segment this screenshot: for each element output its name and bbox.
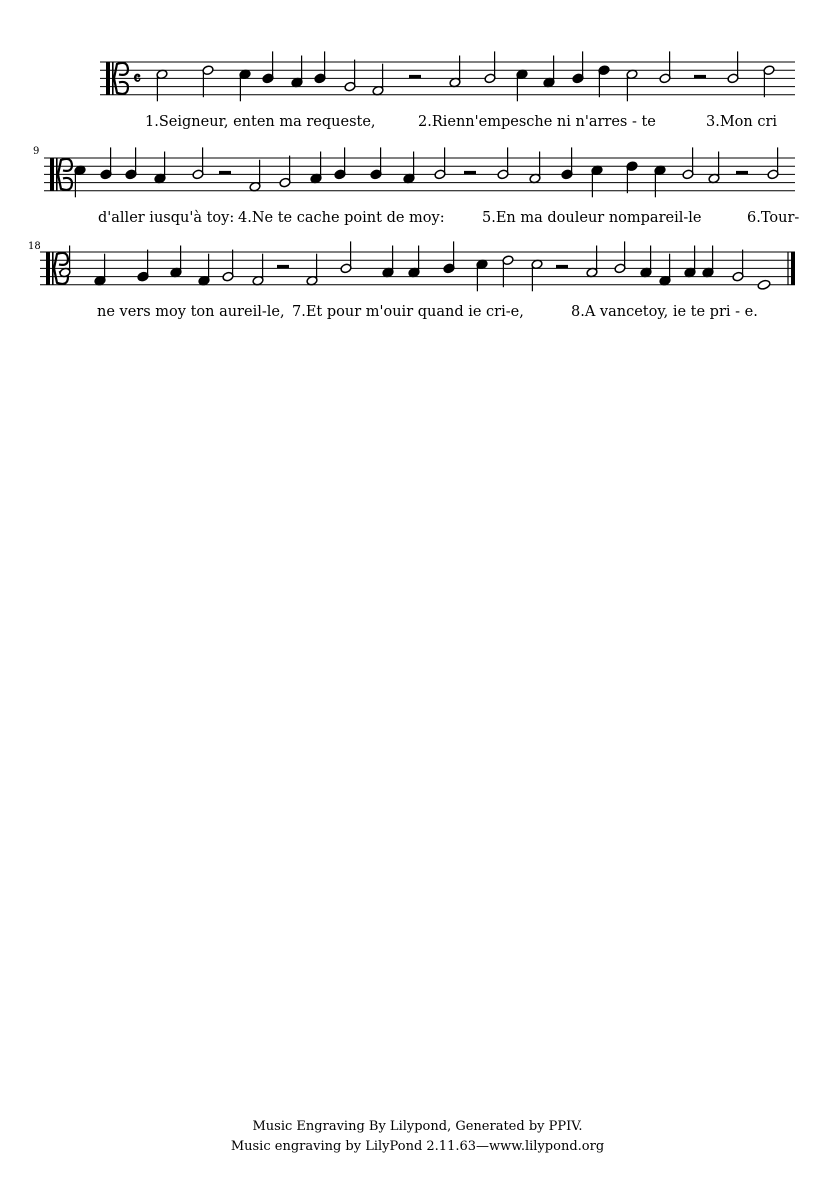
lyric-line-3: 3.Mon cri: [706, 114, 778, 130]
clef-bar: [46, 252, 50, 285]
lyric-line-5: 4.Ne te cache point de moy:: [238, 210, 445, 226]
lyric-line-6: 5.En ma douleur nompareil-le: [482, 210, 702, 226]
lyric-line-9: 7.Et pour m'ouir quand ie cri-e,: [292, 304, 524, 320]
half-rest: [556, 265, 568, 269]
lyric-line-10: 8.A vancetoy, ie te pri - e.: [571, 304, 758, 320]
lyric-line-8: ne vers moy ton aureil-le,: [97, 304, 285, 320]
lyric-line-4: d'aller iusqu'à toy:: [98, 210, 235, 226]
footer-line-1: Music Engraving By Lilypond, Generated by PPIV.: [252, 1119, 583, 1134]
lyric-line-1: 1.Seigneur, enten ma requeste,: [145, 114, 376, 130]
lyric-line-7: 6.Tour-: [747, 210, 800, 226]
clef-bar: [52, 252, 54, 285]
note-head: [757, 279, 771, 290]
measure-number: 9: [33, 146, 40, 157]
measure-number: 18: [28, 241, 41, 252]
staff-3: [0, 0, 835, 330]
final-barline: [791, 252, 795, 285]
lyric-line-2: 2.Rienn'empesche ni n'arres - te: [418, 114, 656, 130]
half-rest: [277, 265, 289, 269]
footer-line-2: Music engraving by LilyPond 2.11.63—www.lilypond.org: [230, 1139, 605, 1154]
footer: [0, 1117, 835, 1157]
cut-time-icon: 𝄴: [133, 68, 142, 90]
